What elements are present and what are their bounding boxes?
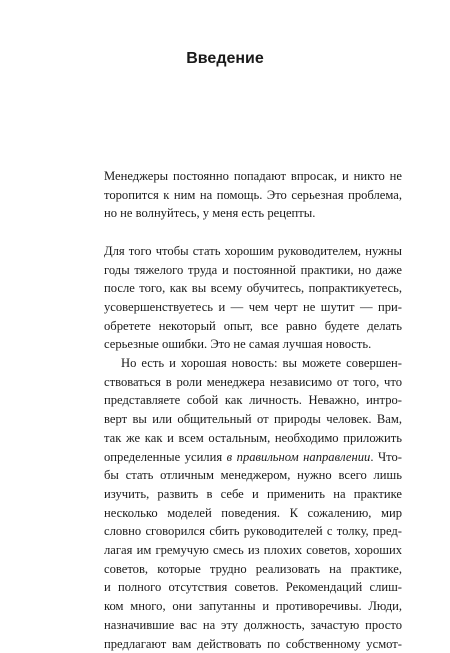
- text-line: несколько моделей поведения. К сожалению, мир: [104, 505, 402, 520]
- paragraph-3: [104, 354, 402, 653]
- text-line-continued: [104, 466, 402, 485]
- text-line: советов, которые трудно реализовать на практике,: [104, 561, 402, 576]
- text-line: предлагают вам действовать по собственному усмот-: [104, 636, 402, 651]
- text-line: Для того чтобы стать хорошим руководителем, нужны: [104, 243, 402, 258]
- emphasized-text: в правильном направлении: [226, 449, 371, 464]
- text-line: представляете собой как личность. Неважно, интро-: [104, 393, 402, 408]
- text-line: и полного отсутствия советов. Рекомендаций слиш-: [104, 580, 402, 595]
- text-line: Менеджеры постоянно попадают впросак, и никто не: [104, 169, 402, 183]
- paragraph-2: [104, 242, 402, 354]
- text-line: усовершенствуетесь и — чем черт не шутит — при-: [104, 299, 402, 314]
- text-fragment: . Что-: [370, 449, 402, 464]
- text-line: ком много, они запутанны и противоречивы. Люди,: [104, 599, 402, 614]
- text-line: ствоваться в роли менеджера независимо от того, что: [104, 374, 402, 389]
- chapter-title: Введение: [186, 50, 264, 67]
- text-line: верт вы или общительный от природы человек. Вам,: [104, 412, 402, 427]
- text-line: годы тяжелого труда и постоянной практики, но даже: [104, 262, 402, 277]
- text-line: лагая им гремучую смесь из плохих советов, хороших: [104, 543, 402, 558]
- text-line: но не волнуйтесь, у меня есть рецепты.: [104, 206, 316, 221]
- text-line: Но есть и хорошая новость: вы можете совершен-: [121, 356, 402, 371]
- text-line-with-emphasis: [104, 448, 402, 467]
- body-text: [104, 167, 402, 653]
- text-line: обретете некоторый опыт, все равно будете делать: [104, 318, 402, 333]
- text-fragment: бы: [104, 468, 119, 483]
- text-line: изучить, развить в себе и применить на практике: [104, 486, 402, 501]
- text-line: так же как и всем остальным, необходимо приложить: [104, 430, 402, 445]
- text-line: торопится к ним на помощь. Это серьезная проблема,: [104, 187, 402, 202]
- text-fragment: стать отличным менеджером, нужно всего лишь: [125, 468, 402, 483]
- text-line: серьезные ошибки. Это не самая лучшая новость.: [104, 337, 372, 352]
- text-fragment: определенные усилия: [104, 449, 223, 464]
- text-line: назначившие вас на эту должность, зачастую просто: [104, 617, 402, 632]
- text-line: после того, как вы всему обучитесь, попрактикуетесь,: [104, 281, 402, 296]
- text-line: словно сговорился сбить руководителей с толку, пред-: [104, 524, 402, 539]
- paragraph-1: [104, 167, 402, 223]
